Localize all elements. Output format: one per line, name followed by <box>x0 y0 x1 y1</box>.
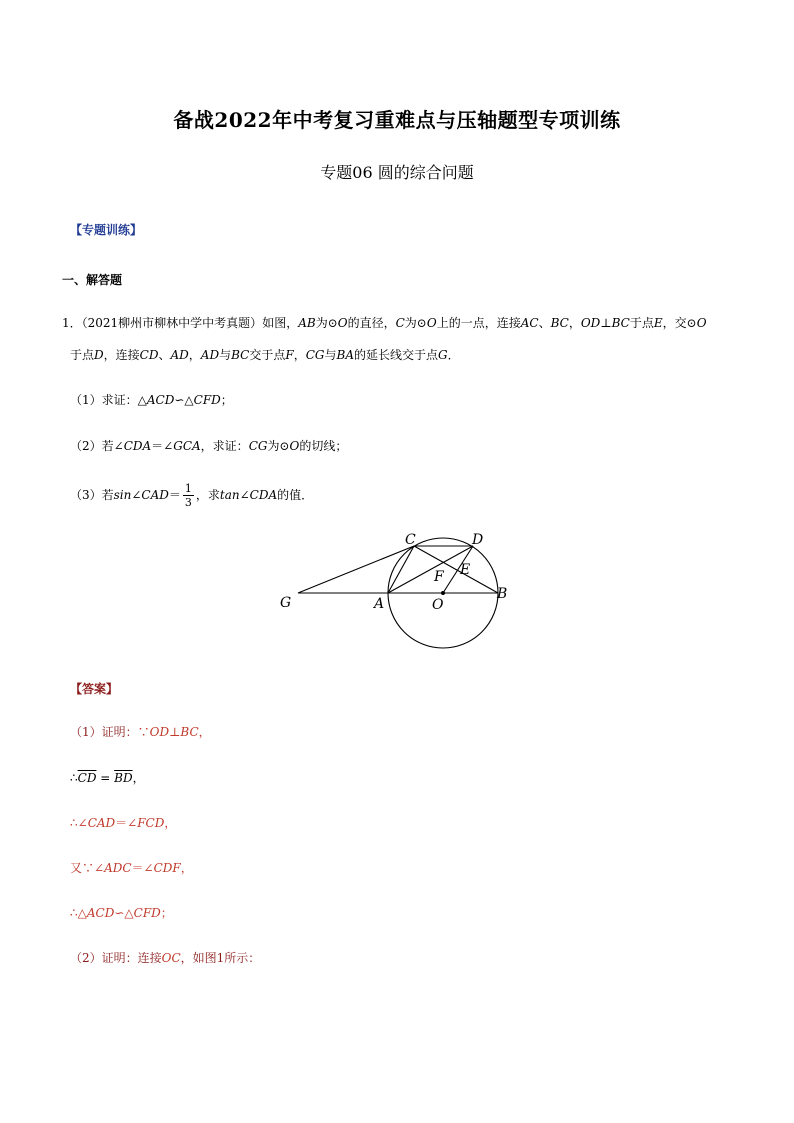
text-span: ，求证： <box>200 439 249 453</box>
var-span: OD <box>149 725 170 739</box>
label-g: G <box>280 595 292 611</box>
var-span: C <box>395 316 405 330</box>
var-span: F <box>285 348 294 362</box>
problem-line-2 <box>70 347 460 363</box>
problem-number: 1． <box>62 316 82 330</box>
text-span: ∽△ <box>114 906 134 920</box>
var-span: CDF <box>153 861 181 875</box>
var-span: E <box>653 316 663 330</box>
text-span: 如图， <box>262 316 299 330</box>
text-span: 的延长线交于点 <box>353 348 438 362</box>
text-span: （1）证明： <box>70 725 138 739</box>
page-title: 备战2022年中考复习重难点与压轴题型专项训练 <box>173 108 621 132</box>
var-span: GCA <box>173 439 201 453</box>
problem-part-3 <box>70 480 313 510</box>
var-span: BC <box>611 316 630 330</box>
var-span: ACD <box>146 393 175 407</box>
var-span: AB <box>298 316 316 330</box>
answer-line-6 <box>70 950 260 966</box>
text-span: （2）证明：连接 <box>70 951 162 965</box>
text-span: ， <box>180 861 193 875</box>
var-span: D <box>94 348 104 362</box>
var-span: sin∠CAD <box>113 488 169 502</box>
text-span: ，交⊙ <box>662 316 697 330</box>
text-span: ∴∠ <box>70 816 88 830</box>
text-span: 、 <box>538 316 551 330</box>
text-span: 与 <box>219 348 232 362</box>
text-span: ，连接 <box>103 348 140 362</box>
label-d: D <box>472 532 484 548</box>
text-span: ⊥ <box>169 725 181 739</box>
arc-cd: $\overline{CD}$ <box>77 771 97 785</box>
text-span: 的直径， <box>347 316 396 330</box>
answer-line-2 <box>70 770 145 786</box>
var-span: AD <box>200 348 220 362</box>
text-span: ⊥ <box>600 316 612 330</box>
var-span: OC <box>161 951 181 965</box>
text-span: 为⊙ <box>315 316 338 330</box>
text-span: ∽△ <box>174 393 194 407</box>
problem-line-1 <box>62 315 707 331</box>
var-span: ADC <box>104 861 132 875</box>
text-span: ， <box>568 316 581 330</box>
text-span: ； <box>160 906 173 920</box>
center-dot <box>441 591 445 595</box>
var-span: OD <box>580 316 601 330</box>
var-span: O <box>696 316 707 330</box>
fraction-one-third <box>183 482 194 509</box>
text-span: ． <box>447 348 460 362</box>
var-span: AD <box>170 348 189 362</box>
var-span: CFD <box>133 906 161 920</box>
answer-tag: 【答案】 <box>70 682 119 696</box>
text-span: ＝∠ <box>131 861 154 875</box>
geometry-figure <box>270 522 520 652</box>
fraction-numerator: 1 <box>184 482 192 495</box>
var-span: BA <box>336 348 354 362</box>
text-span: ＝∠ <box>151 439 174 453</box>
line-gc <box>298 546 414 593</box>
text-span: ，如图1所示： <box>180 951 261 965</box>
label-f: F <box>434 569 444 585</box>
var-span: BC <box>550 316 569 330</box>
text-span: ∴△ <box>70 906 87 920</box>
arc-bd: $\overline{BD}$ <box>114 771 133 785</box>
label-a: A <box>374 596 385 612</box>
text-span: = <box>96 771 115 785</box>
problem-source: （2021柳州市柳林中学中考真题） <box>81 316 263 330</box>
var-span: O <box>289 439 300 453</box>
var-span: CDA <box>123 439 152 453</box>
text-span: 又∵∠ <box>70 861 105 875</box>
var-span: tan∠CDA <box>219 488 278 502</box>
section-heading: 一、解答题 <box>62 273 123 287</box>
text-span: ， <box>132 771 145 785</box>
text-span: 与 <box>324 348 337 362</box>
var-span: BC <box>231 348 250 362</box>
label-b: B <box>497 586 508 602</box>
answer-line-1 <box>70 724 211 740</box>
text-span: 交于点 <box>249 348 286 362</box>
text-span: 于点 <box>629 316 654 330</box>
page-subtitle: 专题06 圆的综合问题 <box>320 163 474 182</box>
text-span: 的值． <box>277 488 314 502</box>
text-span: 的切线； <box>299 439 348 453</box>
text-span: ，求 <box>195 488 220 502</box>
var-span: BC <box>180 725 199 739</box>
var-span: CG <box>248 439 268 453</box>
var-span: G <box>438 348 448 362</box>
text-span: ， <box>164 816 177 830</box>
text-span: 为⊙ <box>404 316 427 330</box>
var-span: CG <box>305 348 325 362</box>
label-o: O <box>432 597 444 613</box>
var-span: ACD <box>86 906 115 920</box>
text-span: （2）若∠ <box>70 439 124 453</box>
text-span: ＝ <box>168 488 181 502</box>
text-span: 于点 <box>70 348 95 362</box>
text-span: ＝∠ <box>115 816 138 830</box>
var-span: CAD <box>87 816 116 830</box>
problem-part-1 <box>70 392 233 408</box>
text-span: ∵ <box>137 725 150 739</box>
problem-part-2 <box>70 438 347 454</box>
line-cb <box>414 546 498 593</box>
text-span: （3）若 <box>70 488 114 502</box>
fraction-denominator: 3 <box>184 496 192 509</box>
label-e: E <box>460 562 471 578</box>
text-span: 、 <box>158 348 171 362</box>
answer-line-3 <box>70 815 176 831</box>
text-span: 上的一点，连接 <box>436 316 521 330</box>
text-span: ； <box>220 393 233 407</box>
label-c: C <box>405 532 416 548</box>
var-span: CD <box>139 348 159 362</box>
text-span: 为⊙ <box>267 439 290 453</box>
var-span: FCD <box>137 816 165 830</box>
answer-line-5 <box>70 905 173 921</box>
var-span: O <box>426 316 437 330</box>
text-span: （1）求证：△ <box>70 393 147 407</box>
var-span: O <box>337 316 348 330</box>
text-span: ， <box>293 348 306 362</box>
text-span: ∴ <box>70 771 78 785</box>
text-span: ， <box>198 725 211 739</box>
var-span: AC <box>520 316 539 330</box>
text-span: ， <box>188 348 201 362</box>
var-span: CFD <box>193 393 221 407</box>
section-tag: 【专题训练】 <box>70 223 143 237</box>
answer-line-4 <box>70 860 193 876</box>
